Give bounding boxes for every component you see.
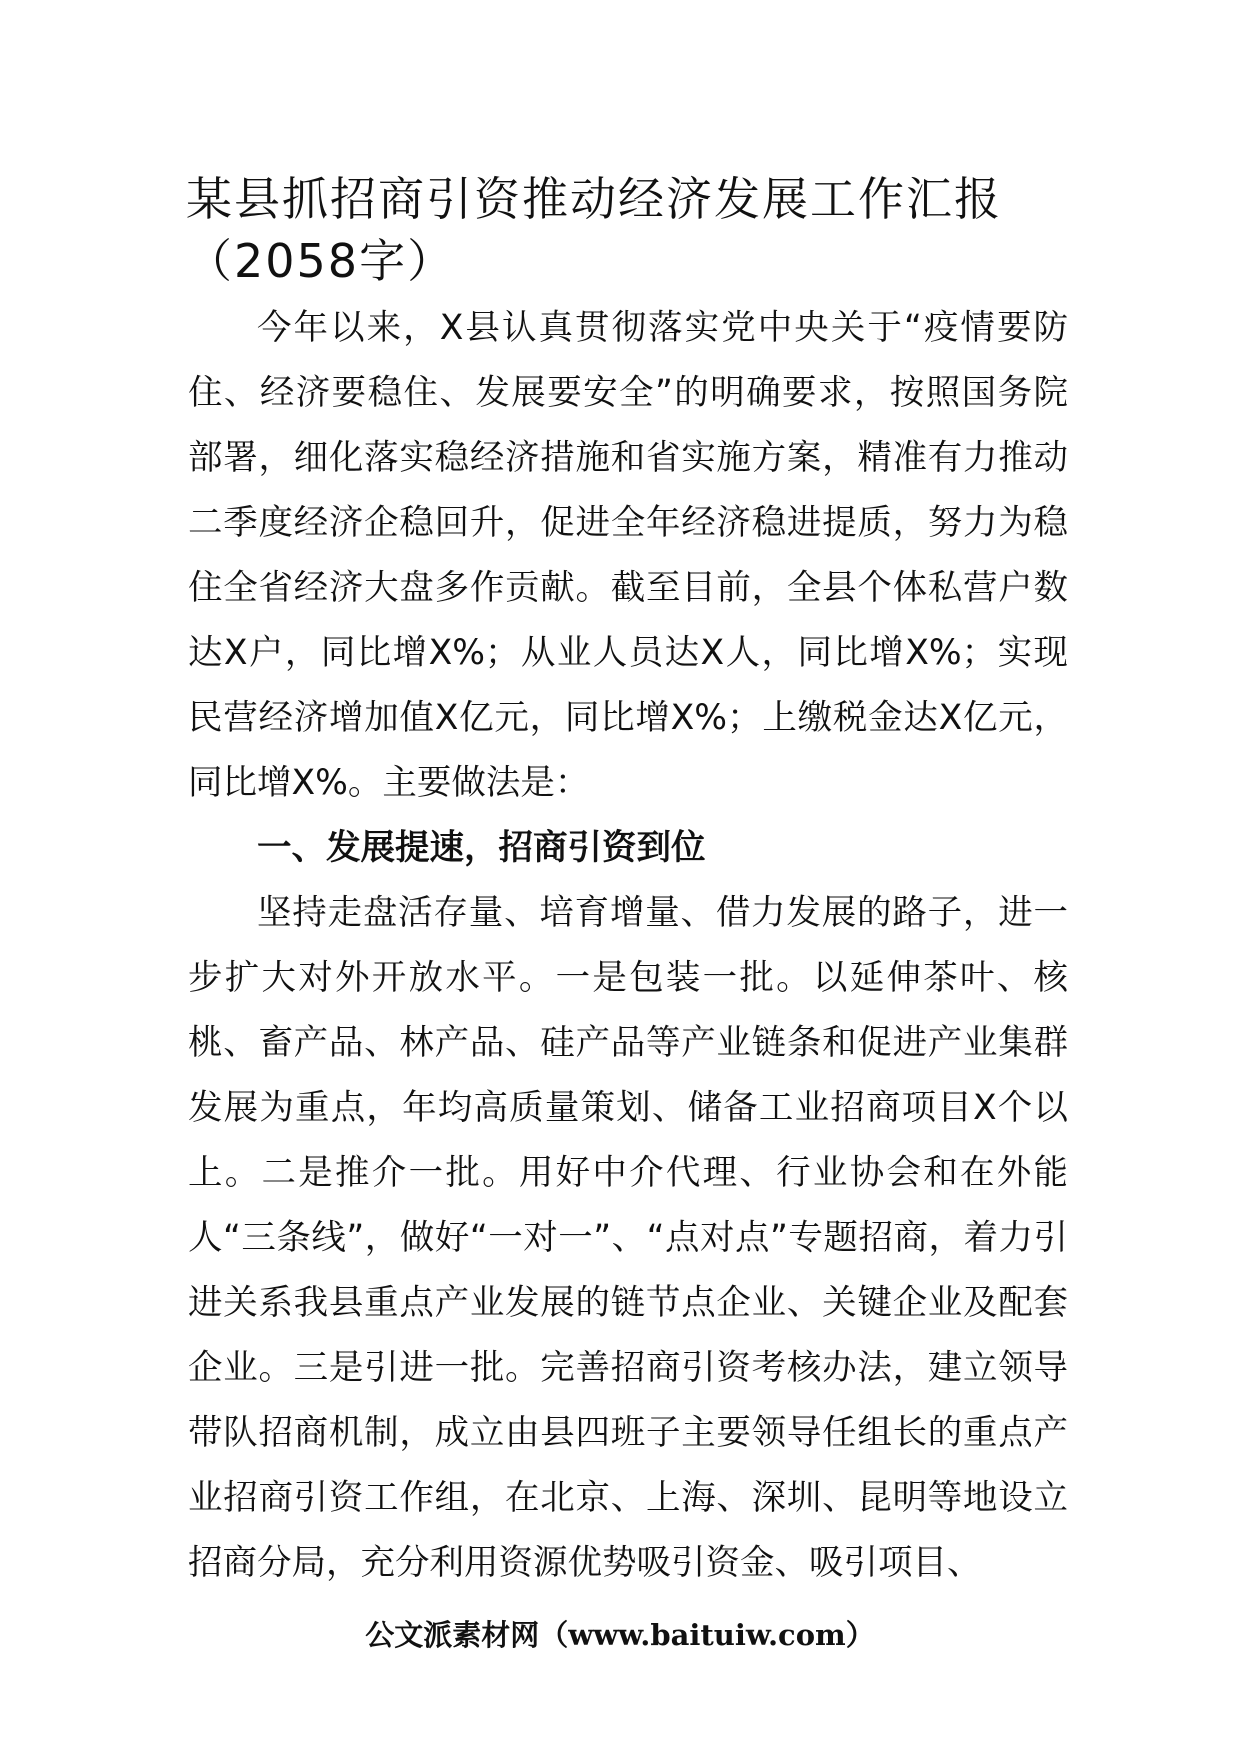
paragraph-section-1: 坚持走盘活存量、培育增量、借力发展的路子，进一步扩大对外开放水平。一是包装一批。以延伸茶叶、核桃、畜产品、林产品、硅产品等产业链条和促进产业集群发展为重点，年均高质量策划、储备工业招商项目X个以上。二是推介一批。用好中介代理、行业协会和在外能人“三条线”，做好“一对一”、“点对点”专题招商，着力引进关系我县重点产业发展的链节点企业、关键企业及配套企业。三是引进一批。完善招商引资考核办法，建立领导带队招商机制，成立由县四班子主要领导任组长的重点产业招商引资工作组，在北京、上海、深圳、昆明等地设立招商分局，充分利用资源优势吸引资金、吸引项目、	[188, 893, 1068, 1583]
section-heading-1: 一、发展提速，招商引资到位	[257, 828, 706, 868]
title-line-2: （2058字）	[186, 234, 456, 288]
footer-watermark: 公文派素材网（www.baituiw.com）	[365, 1618, 875, 1652]
paragraph-intro: 今年以来，X县认真贯彻落实党中央关于“疫情要防住、经济要稳住、发展要安全”的明确要求，按照国务院部署，细化落实稳经济措施和省实施方案，精准有力推动二季度经济企稳回升，促进全年经济稳进提质，努力为稳住全省经济大盘多作贡献。截至目前，全县个体私营户数达X户，同比增X%；从业人员达X人，同比增X%；实现民营经济增加值X亿元，同比增X%；上缴税金达X亿元，同比增X%。主要做法是：	[188, 308, 1068, 803]
document-title	[186, 168, 1066, 292]
title-line-1: 某县抓招商引资推动经济发展工作汇报	[186, 172, 1002, 226]
document-body	[188, 296, 1068, 1596]
